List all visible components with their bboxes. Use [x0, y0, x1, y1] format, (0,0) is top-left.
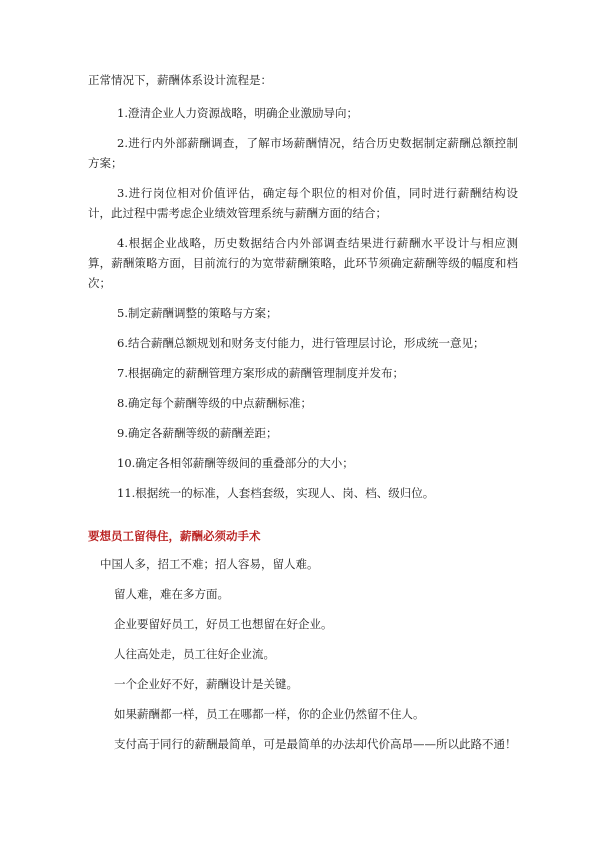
process-step-10: 10.确定各相邻薪酬等级间的重叠部分的大小；: [117, 456, 354, 470]
process-step-1: 1.澄清企业人力资源战略，明确企业激励导向；: [117, 106, 358, 120]
section-title: 要想员工留得住，薪酬必须动手术: [88, 529, 261, 543]
process-step-6: 6.结合薪酬总额规划和财务支付能力，进行管理层讨论，形成统一意见；: [117, 336, 485, 350]
process-step-2: 2.进行内外部薪酬调查，了解市场薪酬情况，结合历史数据制定薪酬总额控制方案；: [88, 136, 518, 170]
paragraph-3: 企业要留好员工，好员工也想留在好企业。: [114, 617, 333, 631]
paragraph-2: 留人难，难在多方面。: [114, 587, 229, 601]
intro-text: 正常情况下，薪酬体系设计流程是：: [88, 73, 272, 87]
paragraph-6: 如果薪酬都一样，员工在哪都一样，你的企业仍然留不住人。: [114, 707, 425, 721]
process-step-3: 3.进行岗位相对价值评估，确定每个职位的相对价值，同时进行薪酬结构设计，此过程中需考虑企业绩效管理系统与薪酬方面的结合；: [88, 186, 518, 220]
paragraph-5: 一个企业好不好，薪酬设计是关键。: [114, 677, 298, 691]
process-step-11: 11.根据统一的标准，人套档套级，实现人、岗、档、级归位。: [117, 486, 435, 500]
process-step-4: 4.根据企业战略，历史数据结合内外部调查结果进行薪酬水平设计与相应测算，薪酬策略方面，目前流行的为宽带薪酬策略，此环节须确定薪酬等级的幅度和档次；: [88, 236, 518, 290]
process-step-8: 8.确定每个薪酬等级的中点薪酬标准；: [117, 396, 312, 410]
paragraph-4: 人往高处走，员工往好企业流。: [114, 647, 275, 661]
paragraph-7: 支付高于同行的薪酬最简单，可是最简单的办法却代价高昂——所以此路不通！: [114, 737, 517, 751]
process-step-9: 9.确定各薪酬等级的薪酬差距；: [117, 426, 278, 440]
process-step-7: 7.根据确定的薪酬管理方案形成的薪酬管理制度并发布；: [117, 366, 404, 380]
process-step-5: 5.制定薪酬调整的策略与方案；: [117, 306, 278, 320]
paragraph-1: 中国人多，招工不难；招人容易，留人难。: [100, 557, 319, 571]
retention-paragraphs: [88, 556, 528, 766]
process-steps-list: [88, 103, 518, 513]
